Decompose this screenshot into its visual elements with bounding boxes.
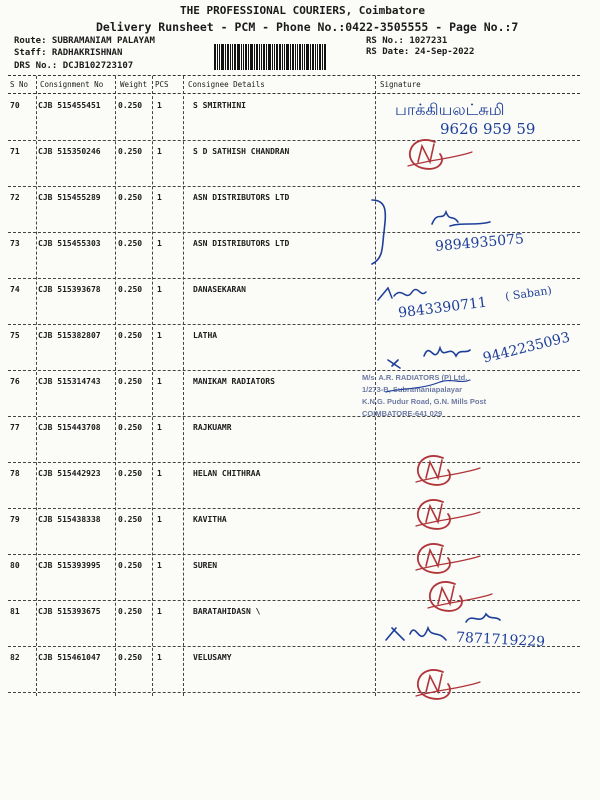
row-weight: 0.250	[118, 515, 143, 524]
barcode-bar	[241, 44, 242, 70]
row-consignee: MANIKAM RADIATORS	[193, 377, 275, 386]
stamp-line: 1/273-B, Subramaniapalayar	[362, 385, 463, 394]
row-pcs: 1	[157, 193, 162, 202]
handwritten-phone: 9626 959 59	[440, 120, 536, 138]
table-top-rule	[8, 75, 580, 76]
barcode-bar	[225, 44, 226, 70]
barcode-bar	[312, 44, 314, 70]
row-pcs: 1	[157, 331, 162, 340]
barcode-bar	[310, 44, 311, 70]
row-consignee: KAVITHA	[193, 515, 227, 524]
barcode-bar	[279, 44, 281, 70]
row-weight: 0.250	[118, 331, 143, 340]
stamp-line: COIMBATORE-641 029	[362, 409, 443, 418]
barcode-bar	[221, 44, 224, 70]
barcode-bar	[254, 44, 255, 70]
row-sno: 78	[10, 469, 20, 478]
rs-date: RS Date: 24-Sep-2022	[366, 47, 475, 57]
staff-label: Staff: RADHAKRISHNAN	[14, 48, 123, 58]
handwritten-phone: 9894935075	[434, 231, 525, 255]
barcode-bar	[306, 44, 309, 70]
table-row	[0, 141, 600, 187]
row-pcs: 1	[157, 515, 162, 524]
barcode-bar	[276, 44, 278, 70]
barcode-bar	[286, 44, 289, 70]
row-sno: 74	[10, 285, 20, 294]
row-pcs: 1	[157, 561, 162, 570]
table-row	[0, 417, 600, 463]
stamp-line: K.N.G. Pudur Road, G.N. Mills Post	[362, 397, 487, 406]
row-consignee: RAJKUAMR	[193, 423, 232, 432]
table-row	[0, 187, 600, 233]
table-row	[0, 555, 600, 601]
row-pcs: 1	[157, 377, 162, 386]
row-sno: 75	[10, 331, 20, 340]
barcode-bar	[261, 44, 262, 70]
handwritten-note: ( Saban)	[504, 283, 553, 304]
row-divider	[8, 692, 580, 693]
rs-number: RS No.: 1027231	[366, 36, 448, 46]
row-pcs: 1	[157, 423, 162, 432]
row-consignee: S SMIRTHINI	[193, 101, 246, 110]
drs-number: DRS No.: DCJB102723107	[14, 61, 134, 71]
table-row	[0, 647, 600, 693]
barcode-bar	[237, 44, 240, 70]
row-sno: 70	[10, 101, 20, 110]
column-header-weight: Weight	[120, 80, 148, 89]
route-label: Route: SUBRAMANIAM PALAYAM	[14, 36, 155, 46]
row-weight: 0.250	[118, 377, 143, 386]
row-sno: 71	[10, 147, 20, 156]
row-consignment-no: CJB 515393675	[38, 607, 101, 616]
row-consignee: S D SATHISH CHANDRAN	[193, 147, 290, 156]
barcode-bar	[324, 44, 326, 70]
barcode-bar	[284, 44, 285, 70]
barcode-bar	[256, 44, 258, 70]
runsheet-title: Delivery Runsheet - PCM - Phone No.:0422-3505555 - Page No.:7	[96, 20, 519, 34]
row-weight: 0.250	[118, 285, 143, 294]
barcode-bar	[259, 44, 260, 70]
header-bottom-rule	[8, 93, 580, 94]
barcode-bar	[292, 44, 294, 70]
barcode-bar	[322, 44, 323, 70]
row-sno: 72	[10, 193, 20, 202]
row-weight: 0.250	[118, 101, 143, 110]
handwritten-phone: 9843390711	[397, 294, 488, 322]
row-consignee: ASN DISTRIBUTORS LTD	[193, 239, 290, 248]
row-consignment-no: CJB 515455451	[38, 101, 101, 110]
row-sno: 73	[10, 239, 20, 248]
barcode-bar	[227, 44, 229, 70]
row-consignment-no: CJB 515438338	[38, 515, 101, 524]
row-consignee: VELUSAMY	[193, 653, 232, 662]
row-consignment-no: CJB 515393995	[38, 561, 101, 570]
barcode-bar	[297, 44, 298, 70]
barcode-bar	[230, 44, 231, 70]
stamp-line: M/s. A.R. RADIATORS (P) Ltd.	[362, 373, 468, 382]
row-sno: 82	[10, 653, 20, 662]
barcode-bar	[299, 44, 301, 70]
barcode-bar	[282, 44, 283, 70]
row-consignment-no: CJB 515443708	[38, 423, 101, 432]
row-pcs: 1	[157, 653, 162, 662]
row-consignment-no: CJB 515461047	[38, 653, 101, 662]
row-consignment-no: CJB 515455303	[38, 239, 101, 248]
company-stamp	[362, 372, 562, 420]
row-sno: 79	[10, 515, 20, 524]
column-header-pcs: PCS	[155, 80, 169, 89]
barcode-bar	[315, 44, 316, 70]
barcode-bar	[245, 44, 247, 70]
row-consignee: ASN DISTRIBUTORS LTD	[193, 193, 290, 202]
row-weight: 0.250	[118, 423, 143, 432]
row-consignee: HELAN CHITHRAA	[193, 469, 261, 478]
row-consignment-no: CJB 515442923	[38, 469, 101, 478]
row-pcs: 1	[157, 469, 162, 478]
barcode-bar	[248, 44, 249, 70]
row-weight: 0.250	[118, 653, 143, 662]
barcode-bar	[290, 44, 291, 70]
row-consignment-no: CJB 515382807	[38, 331, 101, 340]
barcode-bar	[219, 44, 220, 70]
barcode-bar	[272, 44, 273, 70]
company-title: THE PROFESSIONAL COURIERS, Coimbatore	[180, 4, 426, 17]
barcode-bar	[243, 44, 244, 70]
row-weight: 0.250	[118, 147, 143, 156]
row-sno: 80	[10, 561, 20, 570]
row-weight: 0.250	[118, 607, 143, 616]
row-weight: 0.250	[118, 469, 143, 478]
column-header-sno: S No	[10, 80, 29, 89]
row-sno: 81	[10, 607, 20, 616]
row-consignment-no: CJB 515455289	[38, 193, 101, 202]
handwritten-phone: 9442235093	[481, 329, 572, 367]
row-consignee: LATHA	[193, 331, 218, 340]
row-consignee: SUREN	[193, 561, 218, 570]
row-sno: 77	[10, 423, 20, 432]
barcode-bar	[232, 44, 233, 70]
row-pcs: 1	[157, 607, 162, 616]
row-consignment-no: CJB 515314743	[38, 377, 101, 386]
barcode-bar	[317, 44, 318, 70]
barcode-bar	[263, 44, 265, 70]
barcode-bar	[217, 44, 218, 70]
row-weight: 0.250	[118, 239, 143, 248]
row-consignment-no: CJB 515350246	[38, 147, 101, 156]
barcode-bar	[319, 44, 321, 70]
barcode-bar	[268, 44, 271, 70]
column-header-consignment: Consignment No	[40, 80, 104, 89]
column-header-signature: Signature	[380, 80, 421, 89]
row-pcs: 1	[157, 239, 162, 248]
handwritten-tamil-name: பாக்கியலட்சுமி	[395, 100, 505, 119]
row-pcs: 1	[157, 101, 162, 110]
row-pcs: 1	[157, 285, 162, 294]
barcode-bar	[250, 44, 253, 70]
row-weight: 0.250	[118, 193, 143, 202]
table-row	[0, 509, 600, 555]
barcode-bar	[274, 44, 275, 70]
row-consignment-no: CJB 515393678	[38, 285, 101, 294]
row-sno: 76	[10, 377, 20, 386]
handwritten-phone: 7871719229	[455, 629, 546, 651]
barcode	[214, 44, 360, 70]
row-pcs: 1	[157, 147, 162, 156]
column-header-consignee: Consignee Details	[188, 80, 265, 89]
table-row	[0, 463, 600, 509]
barcode-bar	[266, 44, 267, 70]
row-consignee: DANASEKARAN	[193, 285, 246, 294]
barcode-bar	[214, 44, 216, 70]
barcode-bar	[302, 44, 303, 70]
row-consignee: BARATAHIDASN \	[193, 607, 261, 616]
row-weight: 0.250	[118, 561, 143, 570]
barcode-bar	[234, 44, 236, 70]
barcode-bar	[304, 44, 305, 70]
barcode-bar	[295, 44, 296, 70]
